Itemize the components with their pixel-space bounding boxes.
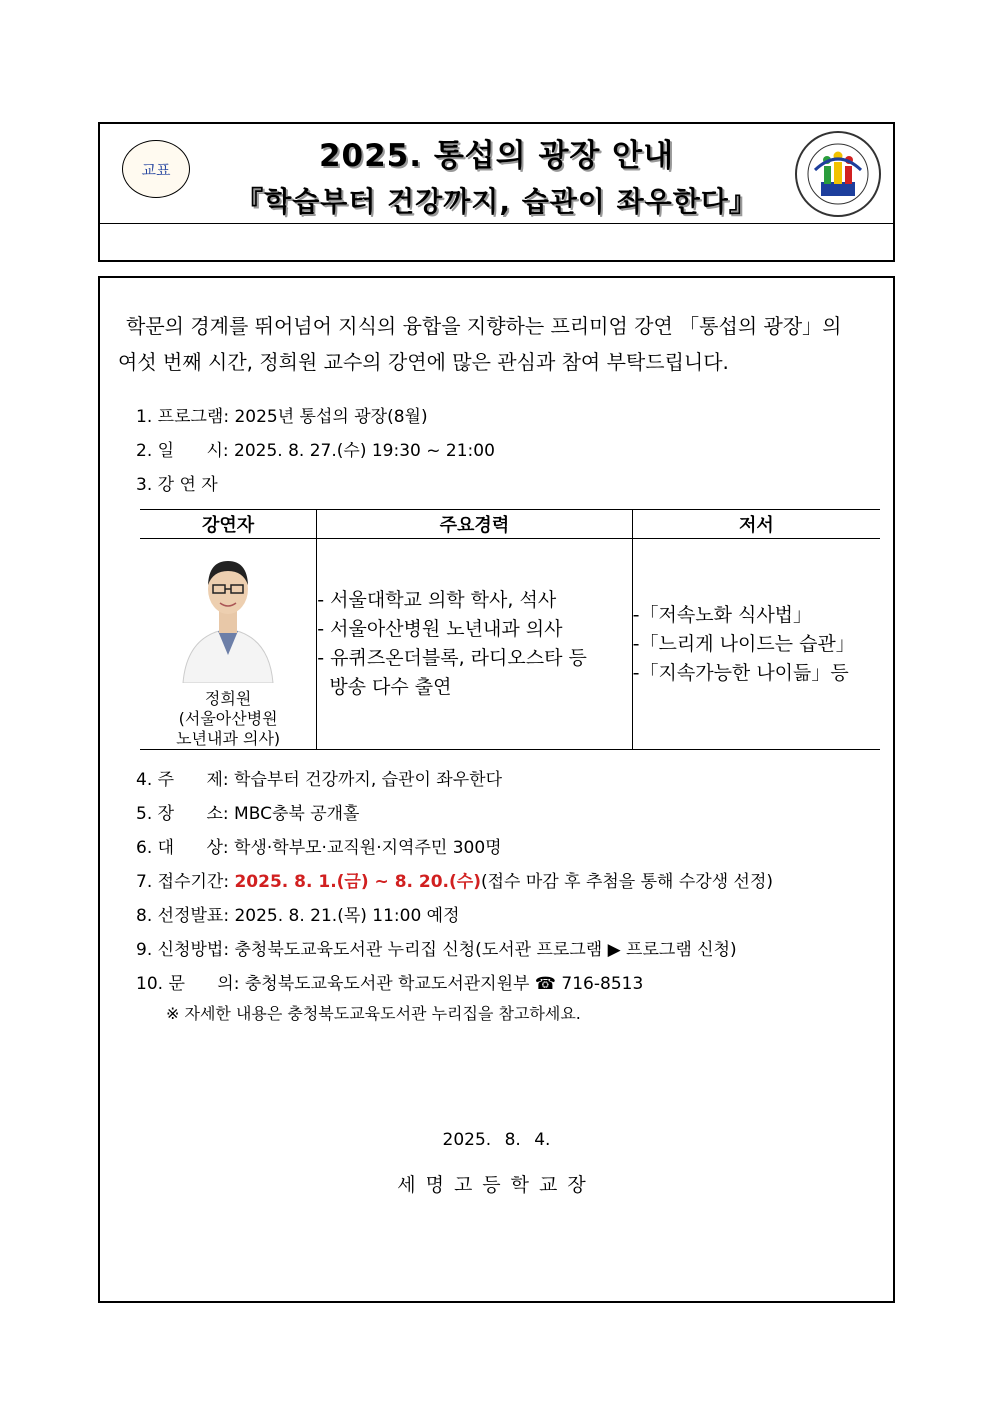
header-career: 주요경력 bbox=[317, 510, 632, 539]
item-target: 6. 대 상: 학생·학부모·교직원·지역주민 300명 bbox=[136, 838, 502, 858]
career-item: - 서울아산병원 노년내과 의사 bbox=[317, 618, 563, 640]
lecturer-affiliation-1: (서울아산병원 bbox=[178, 709, 278, 728]
lecturer-table bbox=[140, 509, 880, 750]
issue-date: 2025. 8. 4. bbox=[442, 1130, 551, 1150]
item-place: 5. 장 소: MBC충북 공개홀 bbox=[136, 804, 360, 824]
item-program: 1. 프로그램: 2025년 통섭의 광장(8월) bbox=[136, 407, 428, 427]
item-period: 7. 접수기간: 2025. 8. 1.(금) ~ 8. 20.(수)(접수 마감 후 추첨을 통해 수강생 선정) bbox=[136, 872, 774, 892]
item-contact: 10. 문 의: 충청북도교육도서관 학교도서관지원부 ☎ 716-8513 bbox=[136, 974, 644, 994]
sender-signature: 세명고등학교장 bbox=[397, 1174, 596, 1196]
lecturer-name: 정희원 bbox=[204, 689, 252, 708]
body-box bbox=[98, 276, 895, 1303]
page-title: 2025. 통섭의 광장 안내 bbox=[318, 138, 675, 174]
books-cell bbox=[632, 539, 880, 750]
intro-line-2: 여섯 번째 시간, 정희원 교수의 강연에 많은 관심과 참여 부탁드립니다. bbox=[118, 350, 729, 374]
item-datetime: 2. 일 시: 2025. 8. 27.(수) 19:30 ~ 21:00 bbox=[136, 441, 495, 461]
reference-note: ※ 자세한 내용은 충청북도교육도서관 누리집을 참고하세요. bbox=[166, 1004, 581, 1023]
intro-paragraph bbox=[118, 308, 883, 380]
book-item: -「저속노화 식사법」 bbox=[632, 603, 813, 626]
career-item: 방송 다수 출연 bbox=[317, 676, 452, 698]
page-subtitle: 『학습부터 건강까지, 습관이 좌우한다』 bbox=[235, 185, 758, 218]
intro-line-1: 학문의 경계를 뛰어넘어 지식의 융합을 지향하는 프리미엄 강연 「통섭의 광장」의 bbox=[126, 314, 842, 338]
lecturer-affiliation-2: 노년내과 의사) bbox=[176, 729, 281, 748]
header-lecturer: 강연자 bbox=[140, 510, 317, 539]
career-cell bbox=[317, 539, 632, 750]
item-speaker: 3. 강 연 자 bbox=[136, 475, 218, 495]
book-item: -「지속가능한 나이듦」등 bbox=[632, 661, 849, 684]
career-item: - 유퀴즈온더블록, 라디오스타 등 bbox=[317, 647, 587, 669]
library-logo-icon bbox=[793, 130, 883, 218]
book-item: -「느리게 나이드는 습관」 bbox=[632, 632, 855, 655]
table-row bbox=[140, 539, 880, 750]
table-header-row bbox=[140, 510, 880, 539]
lecturer-photo bbox=[173, 543, 283, 683]
header-title-area bbox=[100, 124, 893, 224]
item-topic: 4. 주 제: 학습부터 건강까지, 습관이 좌우한다 bbox=[136, 770, 502, 790]
header-books: 저서 bbox=[632, 510, 880, 539]
period-dates: 2025. 8. 1.(금) ~ 8. 20.(수) bbox=[234, 872, 481, 892]
career-item: - 서울대학교 의학 학사, 석사 bbox=[317, 589, 557, 611]
item-announce: 8. 선정발표: 2025. 8. 21.(목) 11:00 예정 bbox=[136, 906, 460, 926]
header-box bbox=[98, 122, 895, 262]
lecturer-cell bbox=[140, 539, 317, 750]
item-method: 9. 신청방법: 충청북도교육도서관 누리집 신청(도서관 프로그램 ▶ 프로그램 신청) bbox=[136, 940, 737, 960]
school-emblem-badge: 교표 bbox=[122, 140, 190, 198]
